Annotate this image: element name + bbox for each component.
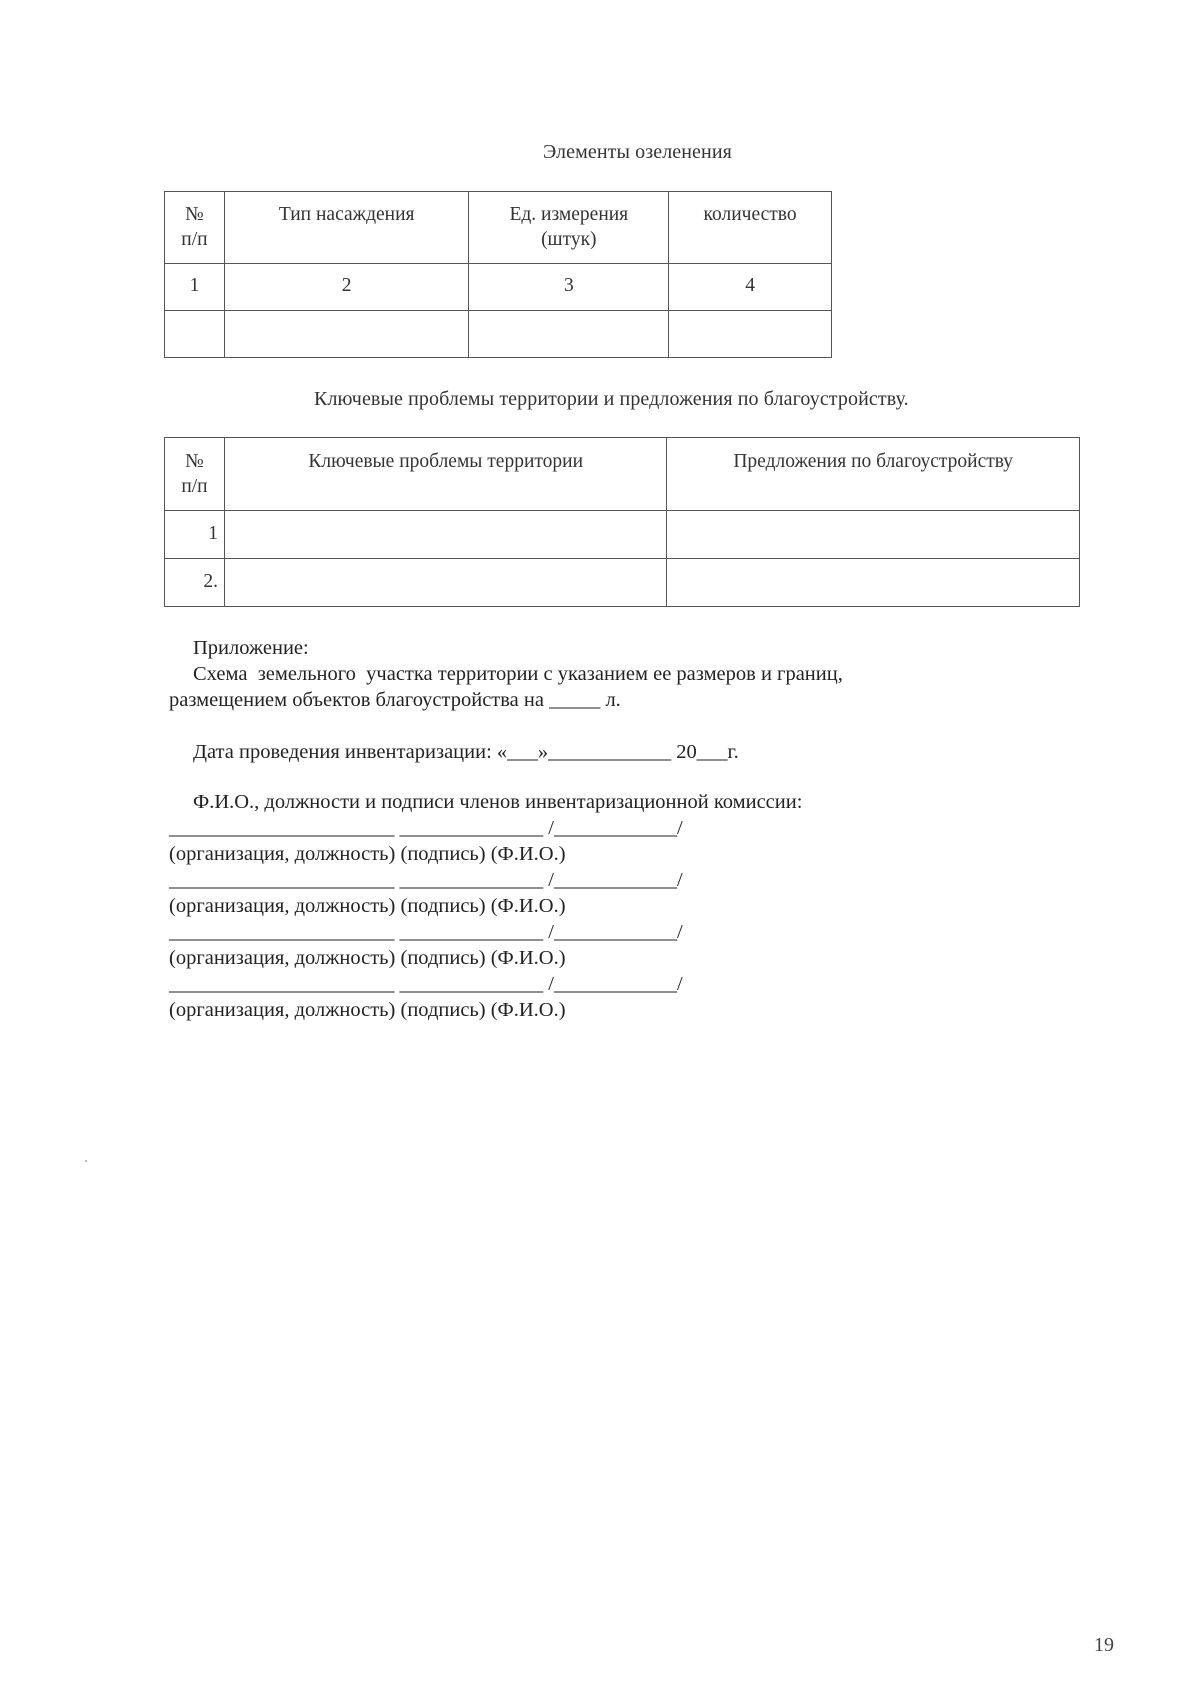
signature-caption: (организация, должность) (подпись) (Ф.И.О.)	[169, 999, 566, 1021]
table-row	[165, 311, 832, 358]
empty-cell[interactable]	[165, 311, 225, 358]
table-header-row	[165, 192, 832, 264]
scan-speck	[85, 1160, 87, 1162]
table-row	[165, 511, 1080, 559]
signature-caption: (организация, должность) (подпись) (Ф.И.О.)	[169, 895, 566, 917]
page-number: 19	[1094, 1634, 1114, 1656]
signature-line[interactable]: ______________________ ______________ /____________/	[169, 817, 683, 839]
header-cell: количество	[669, 192, 832, 264]
signature-caption: (организация, должность) (подпись) (Ф.И.О.)	[169, 843, 566, 865]
inventory-date-line: Дата проведения инвентаризации: «___»____________ 20___г.	[193, 741, 739, 763]
greenery-table	[164, 191, 832, 358]
key-problems-table	[164, 437, 1080, 607]
signature-line[interactable]: ______________________ ______________ /____________/	[169, 973, 683, 995]
key-problems-title: Ключевые проблемы территории и предложения по благоустройству.	[314, 388, 909, 410]
header-cell: Ключевые проблемы территории	[224, 438, 666, 511]
number-cell: 1	[165, 264, 225, 311]
problem-cell[interactable]	[224, 559, 666, 607]
empty-cell[interactable]	[669, 311, 832, 358]
number-cell: 2	[224, 264, 469, 311]
appendix-line-2: размещением объектов благоустройства на _____ л.	[169, 689, 621, 711]
number-cell: 4	[669, 264, 832, 311]
signature-caption: (организация, должность) (подпись) (Ф.И.О.)	[169, 947, 566, 969]
row-number: 2.	[165, 559, 225, 607]
empty-cell[interactable]	[469, 311, 669, 358]
header-cell: № п/п	[165, 192, 225, 264]
commission-title: Ф.И.О., должности и подписи членов инвентаризационной комиссии:	[193, 791, 803, 813]
table-row	[165, 264, 832, 311]
appendix-label: Приложение:	[193, 637, 309, 659]
header-cell: Тип насаждения	[224, 192, 469, 264]
table-row	[165, 559, 1080, 607]
header-cell: Предложения по благоустройству	[667, 438, 1080, 511]
signature-line[interactable]: ______________________ ______________ /____________/	[169, 921, 683, 943]
proposal-cell[interactable]	[667, 559, 1080, 607]
number-cell: 3	[469, 264, 669, 311]
signature-line[interactable]: ______________________ ______________ /____________/	[169, 869, 683, 891]
row-number: 1	[165, 511, 225, 559]
empty-cell[interactable]	[224, 311, 469, 358]
appendix-line-1: Схема земельного участка территории с указанием ее размеров и границ,	[193, 663, 843, 685]
table-header-row	[165, 438, 1080, 511]
problem-cell[interactable]	[224, 511, 666, 559]
greenery-elements-title: Элементы озеленения	[543, 141, 732, 163]
header-cell: № п/п	[165, 438, 225, 511]
proposal-cell[interactable]	[667, 511, 1080, 559]
header-cell: Ед. измерения (штук)	[469, 192, 669, 264]
